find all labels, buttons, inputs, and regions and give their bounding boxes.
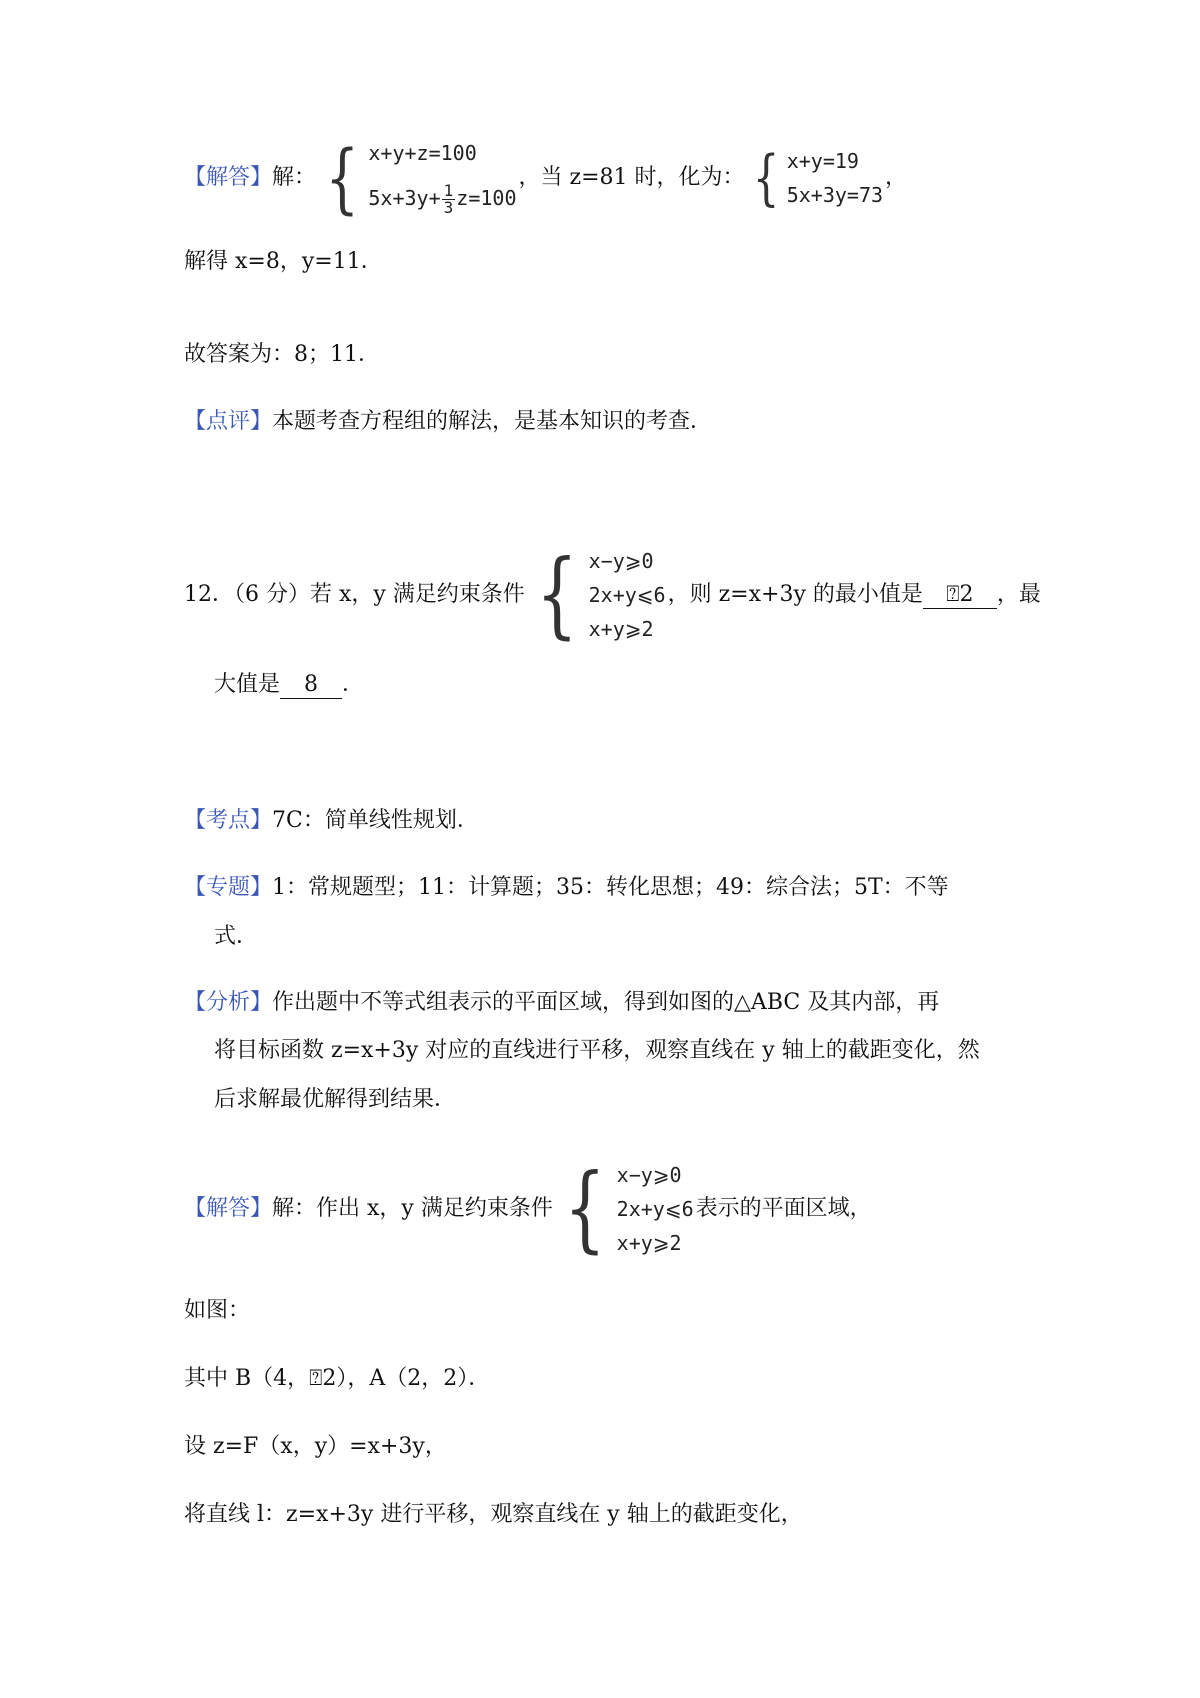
comment-text: 本题考查方程组的解法，是基本知识的考查． — [272, 409, 713, 434]
answer1-suffix: ， — [885, 165, 908, 190]
comment-tag: 【点评】 — [184, 409, 273, 434]
equation-row: 5x+3y+ $\frac{1}{3}$ z=100 — [368, 181, 517, 217]
equation-system-1: { x+y+z=100 5x+3y+ $\frac{1}{3}$ z=100 — [325, 133, 517, 222]
answer2-tag: 【解答】 — [184, 1196, 273, 1221]
answer2-suffix: 表示的平面区域， — [695, 1196, 872, 1221]
kaodian-text: 7C：简单线性规划． — [272, 808, 479, 833]
q12-line2-prefix: 大值是 — [214, 672, 281, 697]
answer2-line — [184, 1154, 872, 1263]
q12-after: ，最 — [996, 582, 1041, 607]
fenxi-text1: 作出题中不等式组表示的平面区域，得到如图的△ABC 及其内部，再 — [272, 990, 940, 1015]
answer1-middle: ，当 z=81 时，化为： — [518, 165, 745, 190]
q12-middle: ，则 z=x+3y 的最小值是 — [667, 582, 923, 607]
answer1-tag: 【解答】 — [184, 165, 273, 190]
fraction: $\frac{1}{3}$ — [443, 181, 454, 217]
equation-system-2: { x+y=19 5x+3y=73 — [752, 143, 884, 213]
set-function-line: 设 z=F（x，y）=x+3y， — [184, 1434, 447, 1459]
equation-row: x+y=19 — [786, 149, 859, 173]
solved-line: 解得 x=8，y=11． — [184, 249, 383, 274]
shift-line: 将直线 l：z=x+3y 进行平移，观察直线在 y 轴上的截距变化， — [184, 1502, 803, 1527]
constraint-system-2: { x−y⩾0 2x+y⩽6 x+y⩾2 — [563, 1154, 694, 1263]
answer-line: 故答案为：8；11． — [184, 342, 380, 367]
constraint-row: x−y⩾0 — [588, 549, 654, 573]
kaodian-tag: 【考点】 — [184, 808, 273, 833]
min-answer-blank: ⍰2 — [923, 582, 997, 609]
fenxi-line1 — [184, 988, 939, 1018]
zhuanti-line — [184, 873, 949, 903]
answer1-line — [184, 133, 908, 222]
answer1-prefix: 解： — [272, 165, 317, 190]
constraint-row: 2x+y⩽6 — [616, 1197, 694, 1221]
constraint-row: 2x+y⩽6 — [588, 583, 666, 607]
constraint-row: x+y⩾2 — [588, 617, 654, 641]
equation-row: 5x+3y=73 — [786, 183, 884, 207]
points-line: 其中 B（4，⍰2），A（2，2）． — [184, 1366, 491, 1391]
q12-line2-suffix: ． — [342, 672, 365, 697]
question-12-line2 — [214, 670, 364, 700]
equation-row: x+y+z=100 — [368, 141, 477, 165]
fenxi-line2: 将目标函数 z=x+3y 对应的直线进行平移，观察直线在 y 轴上的截距变化，然 — [214, 1038, 980, 1063]
constraint-system: { x−y⩾0 2x+y⩽6 x+y⩾2 — [535, 540, 666, 649]
zhuanti-text: 1：常规题型；11：计算题；35：转化思想；49：综合法；5T：不等 — [272, 875, 949, 900]
constraint-row: x−y⩾0 — [616, 1163, 682, 1187]
answer2-prefix: 解：作出 x，y 满足约束条件 — [272, 1196, 553, 1221]
fenxi-tag: 【分析】 — [184, 990, 273, 1015]
max-answer-blank: 8 — [280, 672, 342, 699]
q12-prefix: 12．（6 分）若 x，y 满足约束条件 — [184, 582, 525, 607]
comment-line — [184, 407, 712, 437]
fenxi-line3: 后求解最优解得到结果． — [214, 1087, 457, 1112]
question-12-line1 — [184, 540, 1041, 649]
figure-line: 如图： — [184, 1298, 251, 1323]
zhuanti-tag: 【专题】 — [184, 875, 273, 900]
kaodian-line — [184, 806, 479, 836]
zhuanti-line2: 式． — [214, 924, 259, 949]
constraint-row: x+y⩾2 — [616, 1231, 682, 1255]
